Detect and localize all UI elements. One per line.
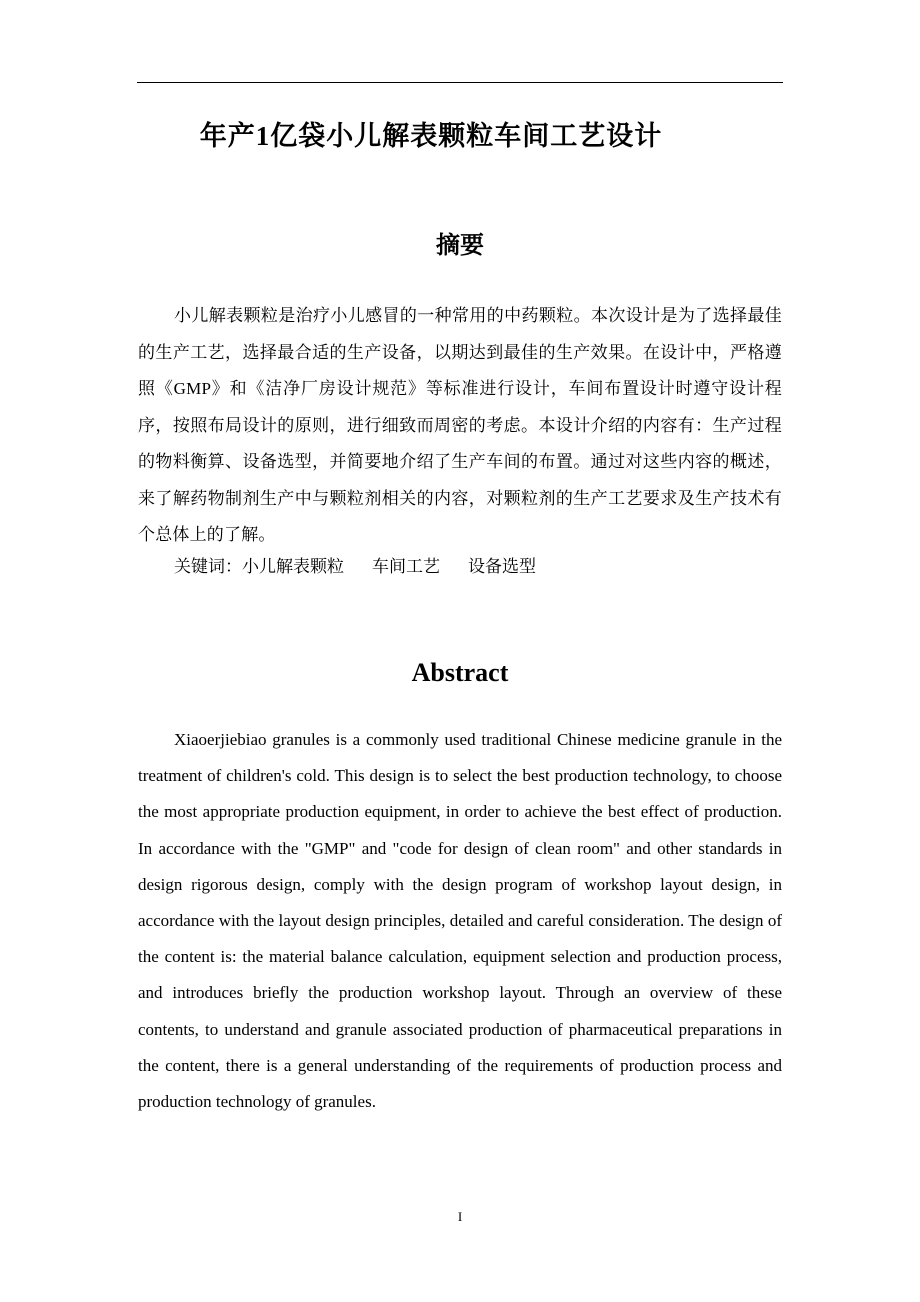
chinese-abstract-body: 小儿解表颗粒是治疗小儿感冒的一种常用的中药颗粒。本次设计是为了选择最佳的生产工艺，选择最合适的生产设备，以期达到最佳的生产效果。在设计中，严格遵照《GMP》和《洁净厂房设计规范》等标准进行设计，车间布置设计时遵守设计程序，按照布局设计的原则，进行细致而周密的考虑。本设计介绍的内容有：生产过程的物料衡算、设备选型，并简要地介绍了生产车间的布置。通过对这些内容的概述，来了解药物制剂生产中与颗粒剂相关的内容，对颗粒剂的生产工艺要求及生产技术有个总体上的了解。 [138,306,782,544]
keyword-item: 设备选型 [468,557,536,576]
english-abstract-body: Xiaoerjiebiao granules is a commonly used traditional Chinese medicine granule in the treatment of children's cold. This design is to select the best production technology, to choose the most appropriate production equipment, in order to achieve the best effect of production. In accordance with the "GMP" and "code for design of clean room" and other standards in design rigorous design, comply with the design program of workshop layout design, in accordance with the layout design principles, detailed and careful consideration. The design of the content is: the material balance calculation, equipment selection and production process, and introduces briefly the production workshop layout. Through an overview of these contents, to understand and granule associated production of pharmaceutical preparations in the content, there is a general understanding of the requirements of production process and production technology of granules. [138,730,782,1112]
english-abstract-heading: Abstract [411,658,509,687]
chinese-abstract-heading: 摘要 [436,233,484,259]
header-rule [137,82,783,83]
keywords-line [174,552,536,582]
keyword-item: 小儿解表颗粒 [242,557,344,576]
page-number: I [457,1209,463,1224]
keywords-label: 关键词： [174,557,242,576]
document-title: 年产1亿袋小儿解表颗粒车间工艺设计 [199,121,663,151]
keyword-item: 车间工艺 [372,557,440,576]
